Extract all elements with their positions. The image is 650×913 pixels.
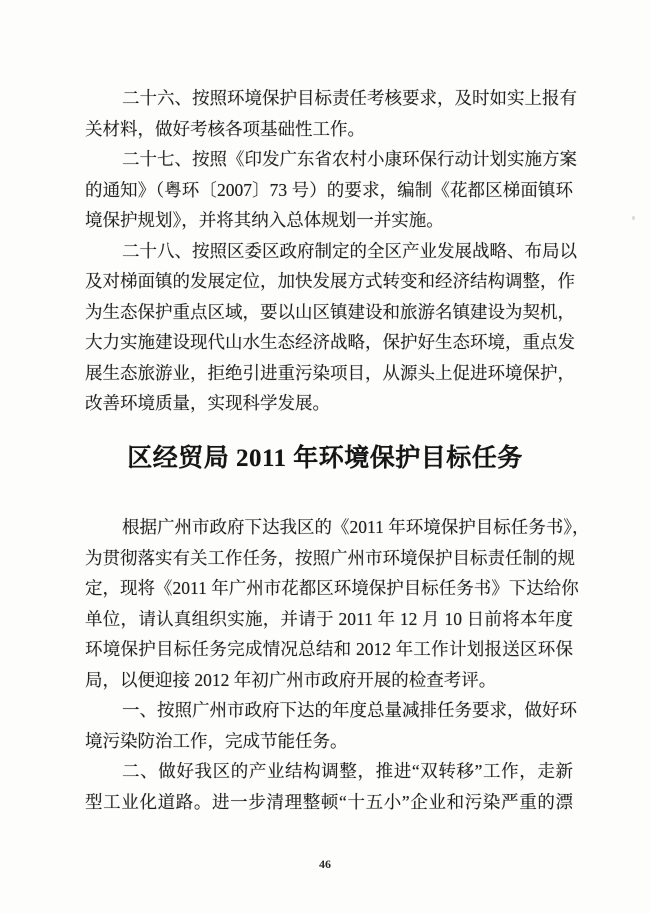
paragraph-line: 二、做好我区的产业结构调整，推进“双转移”工作，走新 — [122, 761, 573, 781]
paragraph-line: 环境保护目标任务完成情况总结和 2012 年工作计划报送区环保 — [85, 639, 573, 659]
paragraph-line: 及对梯面镇的发展定位，加快发展方式转变和经济结构调整，作 — [85, 271, 575, 291]
paragraph-line: 二十八、按照区委区政府制定的全区产业发展战略、布局以 — [122, 240, 577, 261]
body-text-lower — [85, 512, 590, 817]
page-number: 46 — [319, 857, 331, 871]
paragraph-line: 二十七、按照《印发广东省农村小康环保行动计划实施方案 — [122, 149, 577, 169]
paragraph-line: 境保护规划》，并将其纳入总体规划一并实施。 — [85, 210, 444, 230]
paragraph-line: 局，以便迎接 2012 年初广州市政府开展的检查考评。 — [85, 669, 497, 690]
paragraph-line: 二十六、按照环境保护目标责任考核要求，及时如实上报有 — [122, 88, 577, 108]
section-heading: 区经贸局 2011 年环境保护目标任务 — [127, 445, 523, 472]
paragraph-line: 定，现将《2011 年广州市花都区环境保护目标任务书》下达给你 — [85, 578, 579, 598]
paragraph-line: 关材料，做好考核各项基础性工作。 — [85, 118, 365, 139]
paragraph-line: 根据广州市政府下达我区的《2011 年环境保护目标任务书》， — [122, 517, 590, 537]
paragraph-line: 的通知》（粤环〔2007〕73 号）的要求，编制《花都区梯面镇环 — [85, 179, 573, 200]
body-text-upper — [85, 83, 577, 419]
scan-speck — [632, 216, 635, 220]
paragraph-line: 大力实施建设现代山水生态经济战略，保护好生态环境，重点发 — [85, 332, 575, 352]
paragraph-line: 为贯彻落实有关工作任务，按照广州市环境保护目标责任制的规 — [85, 547, 575, 568]
paragraph-line: 单位，请认真组织实施，并请于 2011 年 12 月 10 日前将本年度 — [85, 608, 573, 629]
paragraph-line: 展生态旅游业，拒绝引进重污染项目，从源头上促进环境保护， — [85, 362, 575, 383]
paragraph-line: 一、按照广州市政府下达的年度总量减排任务要求，做好环 — [122, 700, 577, 720]
paragraph-line: 境污染防治工作，完成节能任务。 — [85, 730, 348, 751]
paragraph-line: 型工业化道路。进一步清理整顿“十五小”企业和污染严重的漂 — [85, 791, 573, 812]
paragraph-line: 改善环境质量，实现科学发展。 — [85, 393, 330, 413]
paragraph-line: 为生态保护重点区域，要以山区镇建设和旅游名镇建设为契机， — [85, 301, 575, 322]
